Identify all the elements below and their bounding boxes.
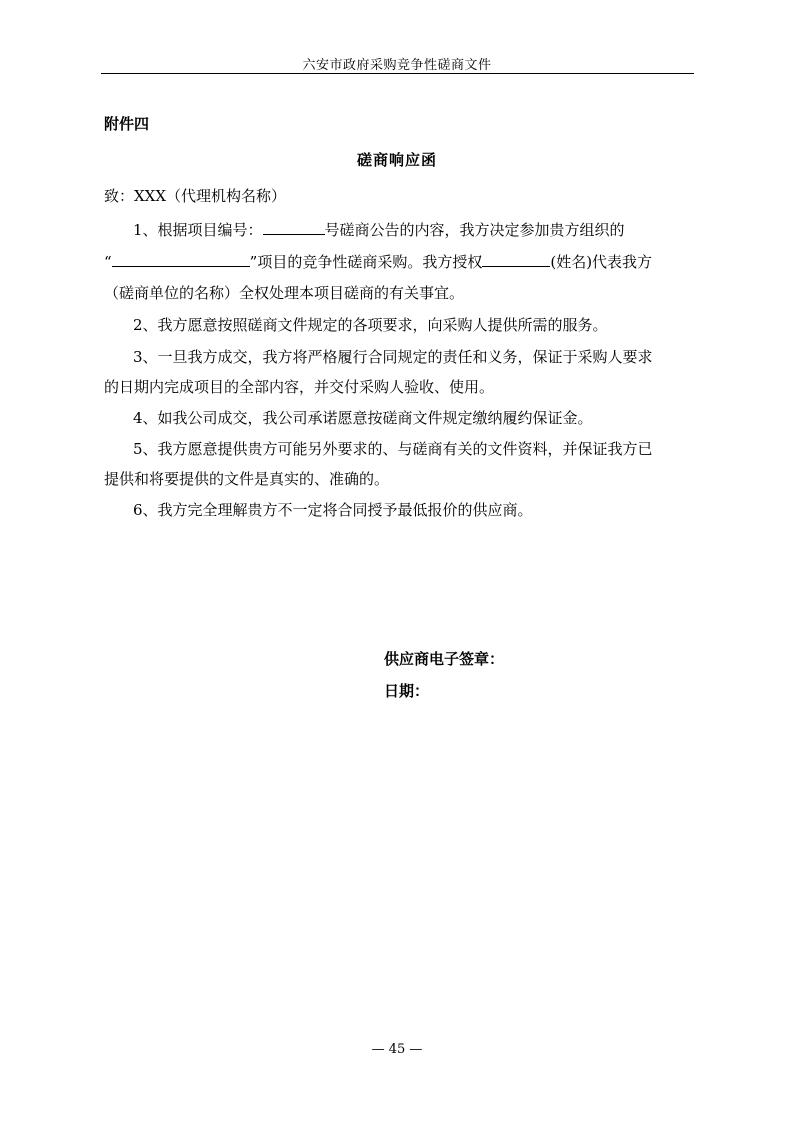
project-number-blank[interactable]: [263, 219, 325, 235]
clause-1-text-a: 1、根据项目编号：: [133, 221, 263, 239]
authorized-name-blank[interactable]: [482, 251, 550, 267]
clause-4: 4、如我公司成交，我公司承诺愿意按磋商文件规定缴纳履约保证金。: [133, 409, 593, 427]
clause-2: 2、我方愿意按照磋商文件规定的各项要求，向采购人提供所需的服务。: [133, 316, 608, 334]
clause-5-line-2: 提供和将要提供的文件是真实的、准确的。: [104, 470, 390, 488]
clause-1-line-1: [133, 219, 625, 240]
clause-1-text-b: 号磋商公告的内容，我方决定参加贵方组织的: [324, 221, 625, 239]
clause-3-line-2: 的日期内完成项目的全部内容，并交付采购人验收、使用。: [104, 378, 495, 396]
page-header-title: 六安市政府采购竞争性磋商文件: [302, 58, 492, 73]
annex-label: 附件四: [104, 115, 150, 133]
project-name-blank[interactable]: [112, 251, 250, 267]
date-label: 日期：: [384, 682, 430, 700]
clause-5-line-1: 5、我方愿意提供贵方可能另外要求的、与磋商有关的文件资料，并保证我方已: [133, 440, 653, 458]
header-divider: [101, 73, 694, 74]
clause-1-text-d: ”项目的竞争性磋商采购。我方授权: [249, 253, 483, 271]
clause-1-line-3: （磋商单位的名称）全权处理本项目磋商的有关事宜。: [104, 284, 465, 302]
clause-1-text-e: (姓名)代表我方: [550, 253, 653, 271]
clause-6: 6、我方完全理解贵方不一定将合同授予最低报价的供应商。: [133, 501, 533, 519]
clause-1-line-2: [104, 251, 652, 272]
clause-3-line-1: 3、一旦我方成交，我方将严格履行合同规定的责任和义务，保证于采购人要求: [133, 348, 653, 366]
page-number: — 45 —: [371, 1042, 423, 1057]
clause-1-text-c: “: [104, 253, 112, 271]
supplier-signature-label: 供应商电子签章：: [384, 650, 505, 668]
salutation: 致：XXX（代理机构名称）: [104, 187, 287, 205]
document-title: 磋商响应函: [356, 151, 437, 169]
